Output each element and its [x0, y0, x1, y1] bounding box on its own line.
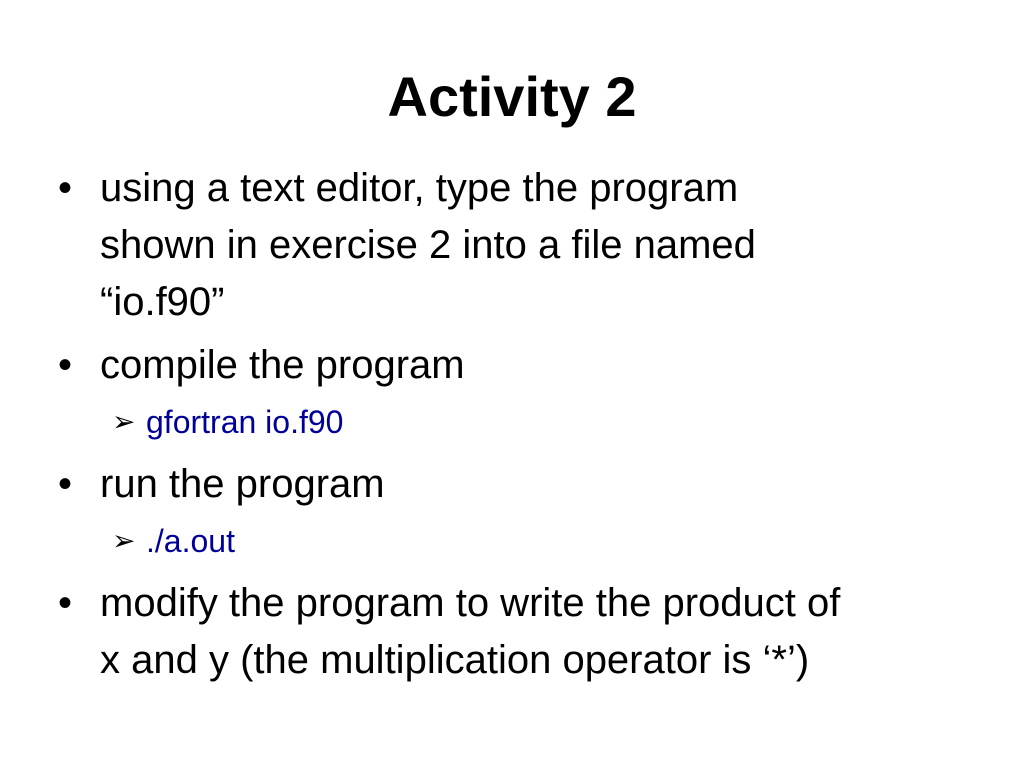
bullet-text-line: x and y (the multiplication operator is ‘*’)	[100, 638, 810, 682]
arrow-bullet-icon: ➢	[112, 405, 136, 438]
bullet-item-4	[0, 575, 960, 689]
bullet-icon: •	[58, 166, 73, 210]
bullet-item-3	[0, 456, 960, 513]
bullet-item-1	[0, 160, 960, 331]
bullet-text-line: compile the program	[100, 343, 465, 387]
sub-bullet-compile-command	[0, 400, 1024, 444]
sub-bullet-text: ./a.out	[146, 523, 235, 559]
sub-bullet-run-command	[0, 519, 1024, 563]
sub-bullet-text: gfortran io.f90	[146, 404, 344, 440]
bullet-text-line: shown in exercise 2 into a file named	[100, 223, 756, 267]
bullet-text-line: run the program	[100, 462, 385, 506]
bullet-icon: •	[58, 343, 73, 387]
bullet-text-line: modify the program to write the product of	[100, 581, 841, 625]
bullet-list	[0, 160, 1024, 695]
slide-title: Activity 2	[387, 65, 637, 128]
bullet-icon: •	[58, 462, 73, 506]
bullet-item-2	[0, 337, 960, 394]
bullet-text-line: “io.f90”	[100, 280, 225, 324]
bullet-icon: •	[58, 581, 73, 625]
bullet-text-line: using a text editor, type the program	[100, 166, 739, 210]
arrow-bullet-icon: ➢	[112, 524, 136, 557]
